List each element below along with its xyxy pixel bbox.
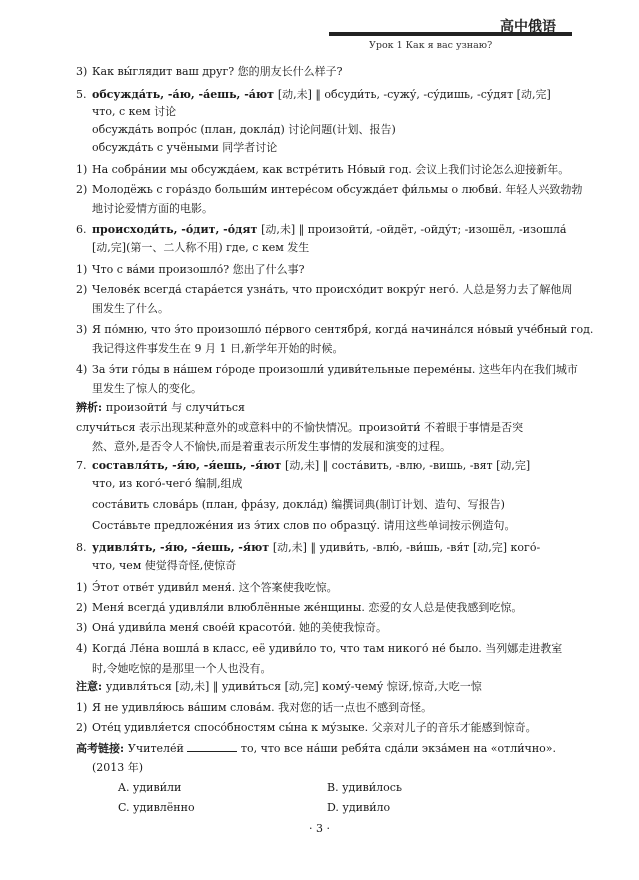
line-text: Я по́мню, что э́то произошло́ пе́рвого сентября́, когда́ начина́лся но́вый уче́бный год.: [92, 323, 594, 336]
bold-term: обсужда́ть, -а́ю, -а́ешь, -а́ют: [92, 88, 278, 101]
bold-term: происходи́ть, -о́дит, -о́дят: [92, 223, 262, 236]
option-d[interactable]: D. удиви́ло: [327, 801, 391, 814]
option-c[interactable]: C. удивлённо: [118, 801, 195, 814]
item-number: 1): [76, 701, 88, 714]
answer-blank[interactable]: [187, 741, 237, 752]
line-text: 高考链接: Учителе́й то, что все на́ши ребя́та сда́ли экза́мен на «отли́чно».: [76, 742, 557, 755]
line-text: 围发生了什么。: [92, 302, 169, 315]
item-number: 1): [76, 163, 88, 176]
item-number: 3): [76, 323, 88, 336]
line-text: (2013 年): [92, 761, 144, 774]
item-number: 6.: [76, 223, 87, 236]
line-text: соста́вить слова́рь (план, фра́зу, докла́д) 编撰词典(制订计划、造句、写报告): [92, 498, 505, 511]
item-number: 2): [76, 283, 88, 296]
item-number: 5.: [76, 88, 87, 101]
line-text: Э́тот отве́т удиви́л меня́. 这个答案使我吃惊。: [92, 581, 338, 594]
line-text: Молодёжь с гора́здо больши́м интере́сом обсужда́ет фи́льмы о любви́. 年轻人兴致勃勃: [92, 183, 583, 196]
item-number: 4): [76, 363, 88, 376]
line-text: Она́ удиви́ла меня́ свое́й красото́й. 她的美使我惊奇。: [92, 621, 387, 634]
line-text: 地讨论爱情方面的电影。: [92, 202, 213, 215]
item-number: 7.: [76, 459, 87, 472]
line-text: Соста́вьте предложе́ния из э́тих слов по образцу́. 请用这些单词按示例造句。: [92, 519, 516, 532]
book-title: 高中俄语: [500, 19, 556, 35]
line-text: 里发生了惊人的变化。: [92, 382, 202, 395]
bold-term: удивля́ть, -я́ю, -я́ешь, -я́ют: [92, 541, 273, 554]
line-text: составля́ть, -я́ю, -я́ешь, -я́ют [动,未] ‖ соста́вить, -влю, -вишь, -вят [动,完]: [92, 459, 531, 472]
line-text: происходи́ть, -о́дит, -о́дят [动,未] ‖ произойти́, -ойдёт, -ойду́т; -изошёл, -изошла́: [92, 223, 567, 236]
bold-term: 辨析:: [76, 401, 106, 414]
line-text: что, чем 使觉得奇怪,使惊奇: [92, 559, 237, 572]
line-text: обсужда́ть вопро́с (план, докла́д) 讨论问题(计划、报告): [92, 123, 396, 136]
line-text: Меня́ всегда́ удивля́ли влюблённые же́нщины. 恋爱的女人总是使我感到吃惊。: [92, 601, 523, 614]
item-number: 2): [76, 721, 88, 734]
item-number: 2): [76, 601, 88, 614]
option-a[interactable]: A. удиви́ли: [118, 781, 182, 794]
item-number: 2): [76, 183, 88, 196]
bold-term: 高考链接:: [76, 742, 128, 755]
line-text: что, с кем 讨论: [92, 105, 177, 118]
line-text: Челове́к всегда́ стара́ется узна́ть, что происхо́дит вокру́г него́. 人总是努力去了解他周: [92, 283, 573, 296]
option-b[interactable]: B. удиви́лось: [327, 781, 402, 794]
line-text: обсужда́ть с учёными 同学者讨论: [92, 141, 278, 154]
line-text: Оте́ц удивля́ется спосо́бностям сы́на к му́зыке. 父亲对儿子的音乐才能感到惊奇。: [92, 721, 537, 734]
line-text: 我记得这件事发生在 9 月 1 日,新学年开始的时候。: [92, 342, 344, 355]
line-text: что, из кого́-чего́ 编制,组成: [92, 477, 243, 490]
line-text: На собра́нии мы обсужда́ем, как встре́тить Но́вый год. 会议上我们讨论怎么迎接新年。: [92, 163, 570, 176]
line-text: 然、意外,是否令人不愉快,而是着重表示所发生事情的发展和演变的过程。: [92, 440, 451, 453]
line-text: удивля́ть, -я́ю, -я́ешь, -я́ют [动,未] ‖ удиви́ть, -влю́, -ви́шь, -вя́т [动,完] кого́-: [92, 541, 541, 554]
item-number: 3): [76, 621, 88, 634]
item-number: 1): [76, 581, 88, 594]
bold-term: составля́ть, -я́ю, -я́ешь, -я́ют: [92, 459, 286, 472]
line-text: [动,完](第一、二人称不用) где, с кем 发生: [92, 241, 310, 254]
line-text: Как вы́глядит ваш друг? 您的朋友长什么样子?: [92, 65, 343, 78]
line-text: Я не удивля́юсь ва́шим слова́м. 我对您的话一点也不感到奇怪。: [92, 701, 433, 714]
item-number: 4): [76, 642, 88, 655]
bold-term: 注意:: [76, 680, 106, 693]
line-text: Что с ва́ми произошло́? 您出了什么事?: [92, 263, 305, 276]
page-number: · 3 ·: [309, 822, 330, 835]
item-number: 8.: [76, 541, 87, 554]
line-text: обсужда́ть, -а́ю, -а́ешь, -а́ют [动,未] ‖ обсуди́ть, -сужу́, -су́дишь, -су́дят [动,完]: [92, 88, 551, 101]
lesson-title: Урок 1 Как я вас узнаю?: [369, 40, 493, 51]
line-text: За э́ти го́ды в на́шем го́роде произошли́ удиви́тельные переме́ны. 这些年内在我们城市: [92, 363, 578, 376]
line-text: случи́ться 表示出现某种意外的或意料中的不愉快情况。произойти́ 不着眼于事情是否突: [76, 421, 524, 434]
line-text: Когда́ Ле́на вошла́ в класс, её удиви́ло то, что там никого́ не́ было. 当列娜走进教室: [92, 642, 563, 655]
item-number: 3): [76, 65, 88, 78]
line-text: 注意: удивля́ться [动,未] ‖ удиви́ться [动,完] кому́-чему́ 惊讶,惊奇,大吃一惊: [76, 680, 482, 693]
item-number: 1): [76, 263, 88, 276]
line-text: 辨析: произойти́ 与 случи́ться: [76, 401, 245, 414]
line-text: 时,令她吃惊的是那里一个人也没有。: [92, 662, 272, 675]
